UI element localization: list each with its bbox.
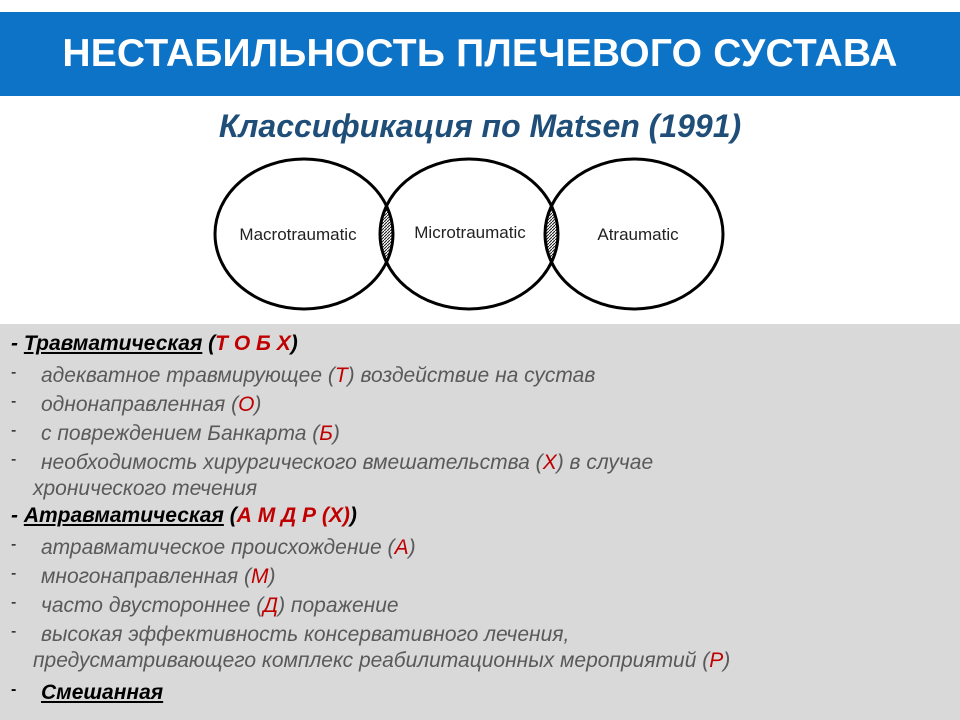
label-macrotraumatic: Macrotraumatic [239,225,357,244]
header-bar [0,12,960,96]
page-title: НЕСТАБИЛЬНОСТЬ ПЛЕЧЕВОГО СУСТАВА [62,32,898,75]
mixed-heading: - Смешанная [11,681,164,704]
list-item-continuation: хронического течения [33,477,258,500]
list-item: - часто двустороннее (Д) поражение [11,594,399,617]
traumatic-heading: - Травматическая (Т О Б Х) [11,332,298,355]
atraumatic-code: А М Д Р (Х) [236,504,350,527]
label-atraumatic: Atraumatic [597,225,679,244]
list-item: - адекватное травмирующее (Т) воздействие на сустав [11,364,596,387]
list-item: - многонаправленная (М) [11,565,276,588]
list-item: - атравматическое происхождение (А) [11,536,416,559]
classification-panel [0,324,960,720]
list-item: - с повреждением Банкарта (Б) [11,422,340,445]
label-microtraumatic: Microtraumatic [414,223,526,242]
list-item: - однонаправленная (О) [11,393,262,416]
list-item: - необходимость хирургического вмешательства (Х) в случае [11,451,654,474]
mixed-title: Смешанная [41,681,164,704]
atraumatic-title: Атравматическая [23,504,224,527]
venn-diagram [210,156,730,316]
subtitle: Классификация по Matsen (1991) [218,108,742,144]
traumatic-title: Травматическая [23,332,203,355]
atraumatic-heading: - Атравматическая (А М Д Р (Х)) [11,504,357,527]
traumatic-code: Т О Б Х [215,332,291,355]
list-item: - высокая эффективность консервативного лечения, [11,623,570,646]
list-item-continuation: предусматривающего комплекс реабилитационных мероприятий (Р) [33,649,731,672]
